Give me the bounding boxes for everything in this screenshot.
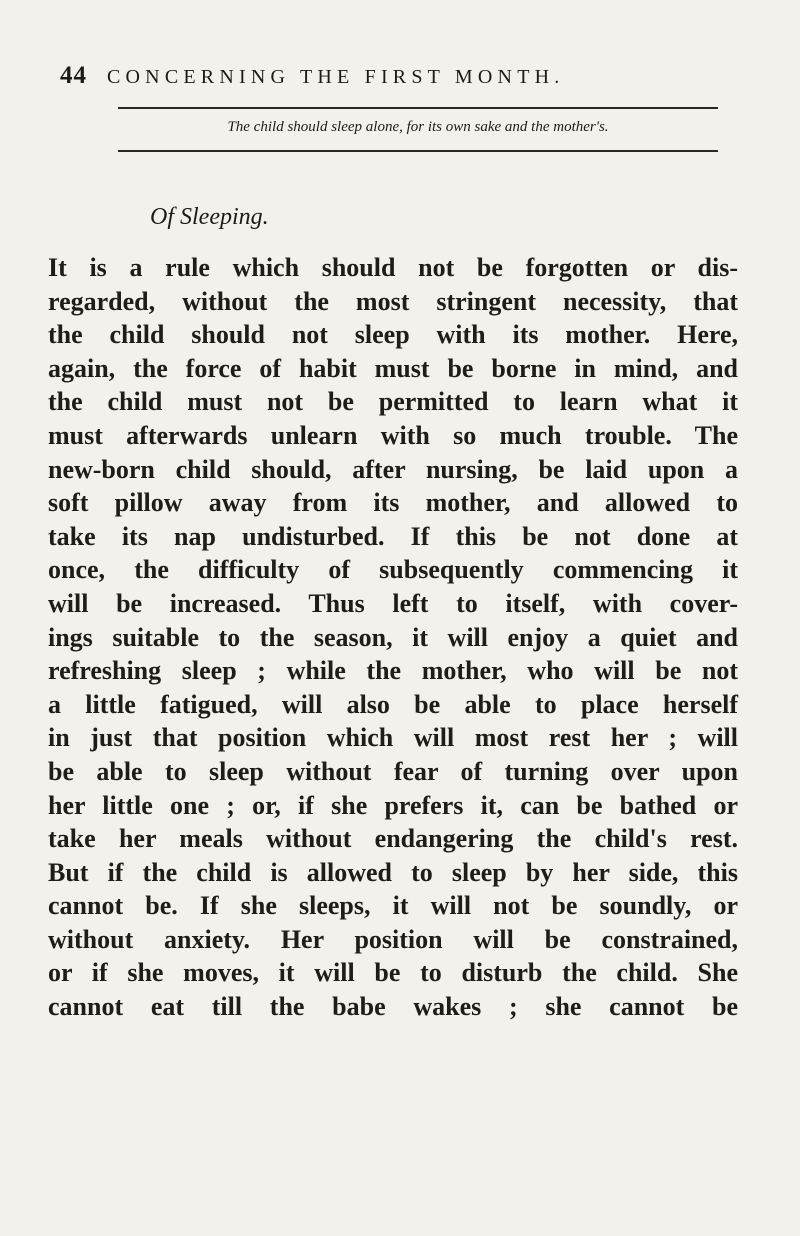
section-heading: Of Sleeping. [150,204,269,230]
running-head [60,62,750,96]
bottom-rule [118,150,718,152]
body-line: ings suitable to the season, it will enjoy a quiet and [48,622,738,652]
body-line: refreshing sleep ; while the mother, who will be not [48,656,738,686]
running-title: CONCERNING THE FIRST MONTH. [107,66,565,88]
body-line: But if the child is allowed to sleep by her side, this [48,857,738,887]
body-line: again, the force of habit must be borne in mind, and [48,353,738,383]
body-line: regarded, without the most stringent necessity, that [48,286,738,316]
body-text [48,251,738,1024]
body-line: must afterwards unlearn with so much trouble. The [48,420,738,450]
top-rule [118,107,718,109]
body-line: in just that position which will most rest her ; will [48,723,738,753]
body-line: the child must not be permitted to learn what it [48,387,738,417]
body-line: cannot be. If she sleeps, it will not be soundly, or [48,891,738,921]
body-line: take her meals without endangering the child's rest. [48,824,738,854]
body-line: new-born child should, after nursing, be laid upon a [48,454,738,484]
body-line: her little one ; or, if she prefers it, can be bathed or [48,790,738,820]
body-line: without anxiety. Her position will be constrained, [48,924,738,954]
body-line: be able to sleep without fear of turning over upon [48,756,738,786]
body-line: a little fatigued, will also be able to place herself [48,689,738,719]
marginal-note: The child should sleep alone, for its own sake and the mother's. [227,119,609,135]
body-line: cannot eat till the babe wakes ; she cannot be [48,992,738,1022]
body-line: the child should not sleep with its mother. Here, [48,320,738,350]
body-line: It is a rule which should not be forgotten or dis- [48,253,738,282]
body-line: take its nap undisturbed. If this be not done at [48,521,738,551]
body-line: soft pillow away from its mother, and allowed to [48,488,738,518]
body-line: or if she moves, it will be to disturb the child. She [48,958,738,988]
body-line: once, the difficulty of subsequently commencing it [48,555,738,585]
body-line: will be increased. Thus left to itself, with cover- [48,588,738,618]
page-number: 44 [60,62,87,89]
